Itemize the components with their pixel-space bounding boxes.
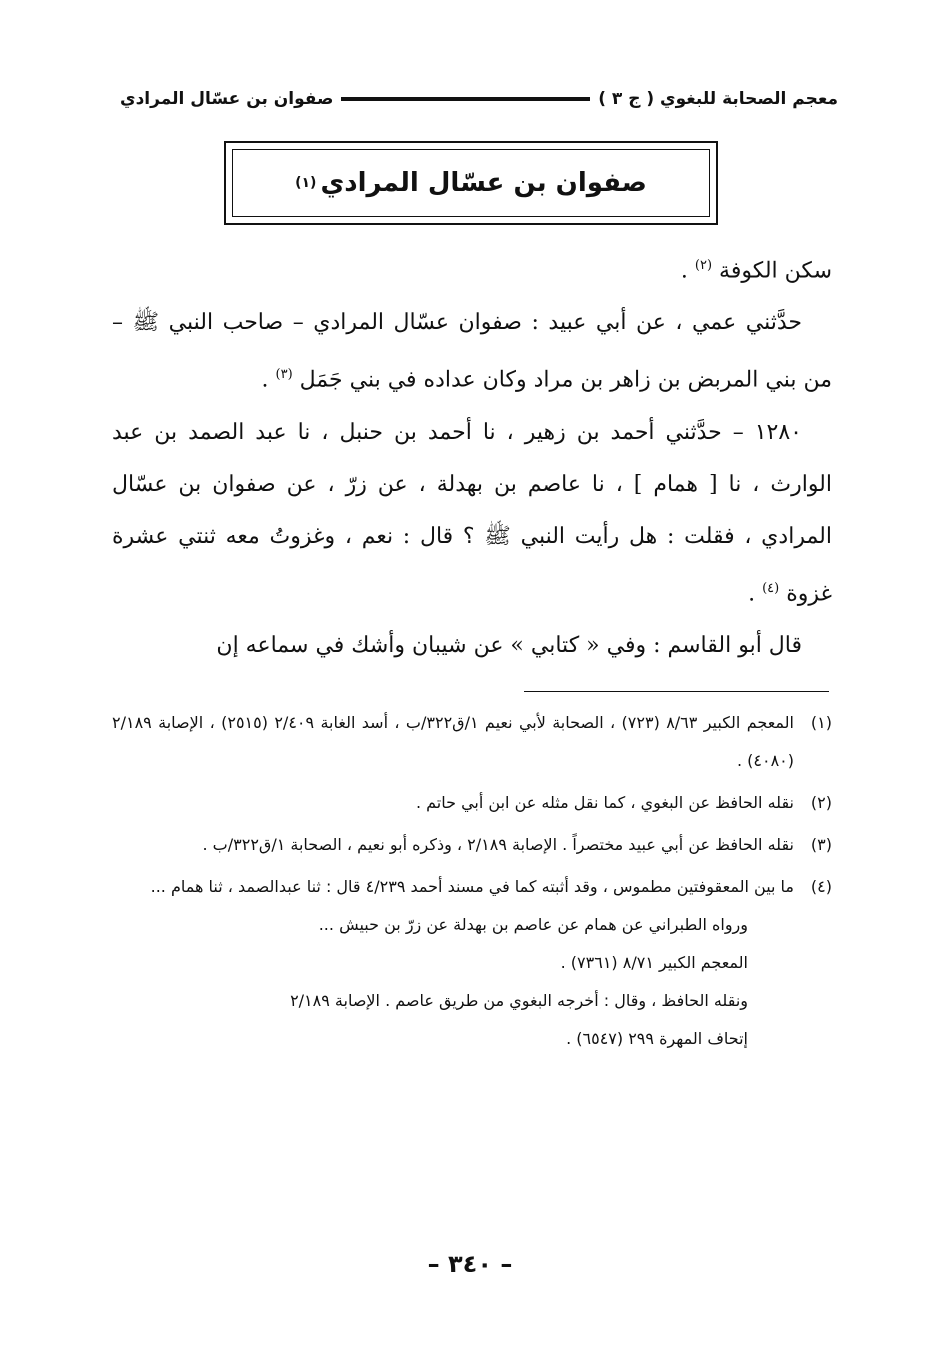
footnote-number: (٢) bbox=[810, 793, 832, 812]
header-book-title: معجم الصحابة للبغوي ( ج ٣ ) bbox=[598, 89, 838, 109]
footnote-text: ما بين المعقوفتين مطموس ، وقد أثبته كما في مسند أحمد ٤/٢٣٩ قال : ثنا عبدالصمد ، ثنا همام ... bbox=[150, 877, 794, 896]
note-ref-3: (٣) bbox=[275, 367, 293, 383]
header-rule bbox=[341, 97, 590, 101]
footnote-2 bbox=[112, 784, 832, 822]
page-number: – ٣٤٠ – bbox=[427, 1250, 513, 1278]
entry-title-frame bbox=[232, 149, 710, 217]
paragraph-abu-al-qasim: قال أبو القاسم : وفي « كتابي » عن شيبان وأشك في سماعه إن bbox=[216, 632, 802, 658]
footnote-text: نقله الحافظ عن أبي عبيد مختصراً . الإصابة ٢/١٨٩ ، وذكره أبو نعيم ، الصحابة ١/ق٣٢٢/ب . bbox=[202, 835, 794, 854]
running-header bbox=[120, 84, 838, 114]
footnote-1 bbox=[112, 704, 832, 780]
header-section-title: صفوان بن عسّال المرادي bbox=[120, 89, 334, 109]
footnote-separator bbox=[524, 691, 829, 692]
note-ref-4: (٤) bbox=[762, 580, 780, 596]
footnote-text: ونقله الحافظ ، وقال : أخرجه البغوي من طريق عاصم . الإصابة ٢/١٨٩ bbox=[290, 991, 748, 1010]
footnotes bbox=[112, 704, 832, 1062]
hadith-1280: ١٢٨٠ – حدَّثني أحمد بن زهير ، نا أحمد بن حنبل ، نا عبد الصمد بن عبد الوارث ، نا [ همام ] ، نا عاصم بن بهدلة ، عن زرّ ، عن صفوان بن عسّال المرادي ، فقلت : هل رأيت النبي ﷺ ؟ قال : نعم ، وغزوتُ معه ثنتي عشرة غزوة $^{(٤)}$ . bbox=[112, 419, 832, 606]
footnote-text: المعجم الكبير ٨/٦٣ (٧٢٣) ، الصحابة لأبي نعيم ١/ق٣٢٢/ب ، أسد الغابة ٢/٤٠٩ (٢٥١٥) ، الإصابة ٢/١٨٩ (٤٠٨٠) . bbox=[112, 713, 794, 770]
paragraph-residence: سكن الكوفة $^{(٢)}$ . bbox=[680, 258, 832, 284]
footnote-text: إتحاف المهرة ٢٩٩ (٦٥٤٧) . bbox=[566, 1029, 748, 1048]
footnote-number: (٣) bbox=[810, 835, 832, 854]
note-ref-2: (٢) bbox=[694, 258, 713, 273]
footnote-number: (١) bbox=[810, 713, 832, 732]
footnote-text: المعجم الكبير ٨/٧١ (٧٣٦١) . bbox=[560, 953, 748, 972]
entry-title-note-ref: (١) bbox=[295, 175, 317, 191]
footnote-4 bbox=[112, 868, 832, 1058]
entry-title-box bbox=[224, 141, 718, 225]
footnote-text: ورواه الطبراني عن همام عن عاصم بن بهدلة عن زرّ بن حبيش ... bbox=[318, 915, 748, 934]
main-text bbox=[112, 240, 832, 672]
footnote-3 bbox=[112, 826, 832, 864]
entry-title: صفوان بن عسّال المرادي bbox=[320, 168, 647, 198]
footnote-number: (٤) bbox=[810, 877, 832, 896]
paragraph-abu-ubaid: حدَّثني عمي ، عن أبي عبيد : صفوان عسّال المرادي – صاحب النبي ﷺ – من بني المربض بن زاهر بن مراد وكان عداده في بني جَمَل $^{(٣)}$ . bbox=[112, 310, 832, 393]
footnote-text: نقله الحافظ عن البغوي ، كما نقل مثله عن ابن أبي حاتم . bbox=[415, 793, 794, 812]
